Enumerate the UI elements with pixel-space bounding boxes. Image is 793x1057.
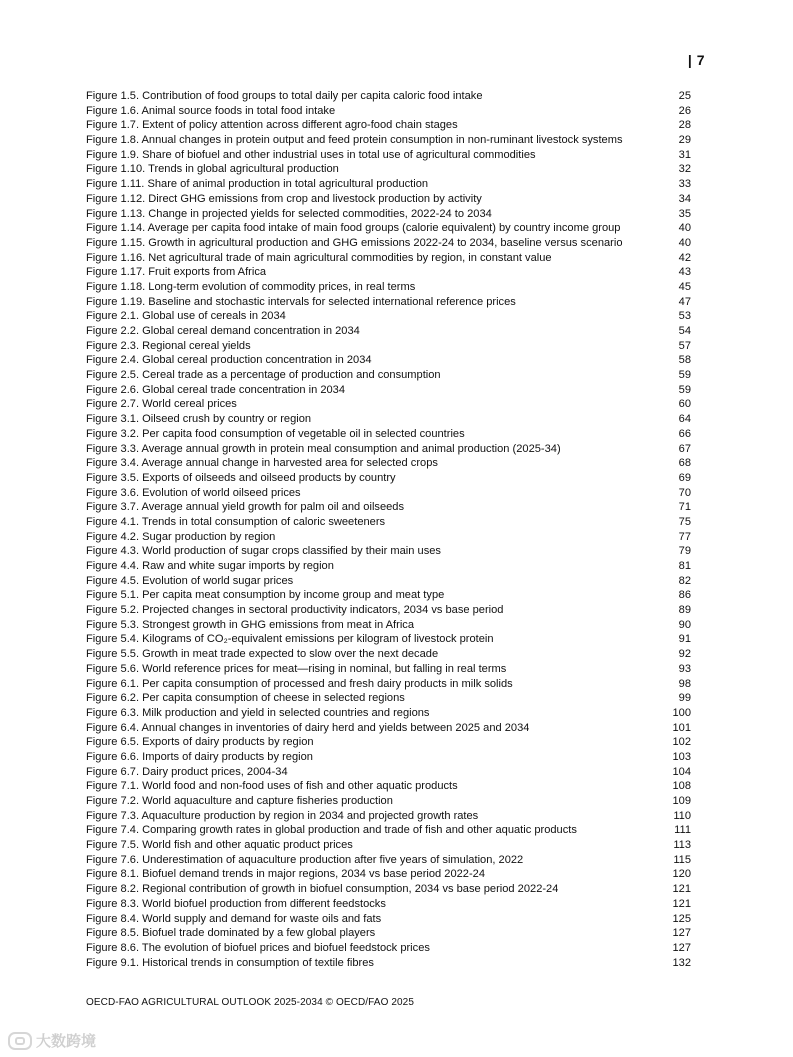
toc-entry-title: Figure 3.6. Evolution of world oilseed prices	[86, 486, 301, 499]
toc-entry[interactable]	[86, 192, 691, 207]
toc-entry-page: 89	[678, 604, 691, 617]
toc-entry-page: 43	[678, 266, 691, 279]
toc-entry[interactable]	[86, 632, 691, 647]
toc-entry-page: 40	[678, 236, 691, 249]
toc-entry-page: 127	[672, 941, 691, 954]
toc-entry-page: 100	[672, 706, 691, 719]
toc-entry[interactable]	[86, 133, 691, 148]
toc-entry-page: 64	[678, 413, 691, 426]
toc-entry-page: 90	[678, 618, 691, 631]
toc-entry-page: 121	[672, 883, 691, 896]
watermark	[8, 1030, 96, 1051]
toc-entry[interactable]	[86, 544, 691, 559]
toc-entry-title: Figure 7.5. World fish and other aquatic product prices	[86, 839, 353, 852]
toc-entry-title: Figure 3.7. Average annual yield growth for palm oil and oilseeds	[86, 501, 405, 514]
toc-entry-title: Figure 2.5. Cereal trade as a percentage of production and consumption	[86, 369, 441, 382]
toc-entry[interactable]	[86, 353, 691, 368]
toc-entry[interactable]	[86, 280, 691, 295]
toc-entry-title: Figure 4.4. Raw and white sugar imports by region	[86, 560, 334, 572]
toc-entry-title: Figure 1.6. Animal source foods in total food intake	[86, 104, 336, 117]
list-of-figures	[86, 89, 691, 970]
toc-entry-page: 92	[678, 648, 691, 661]
toc-entry[interactable]	[86, 324, 691, 339]
toc-entry[interactable]	[86, 207, 691, 222]
toc-entry-page: 40	[678, 222, 691, 235]
toc-entry-title: Figure 2.6. Global cereal trade concentration in 2034	[86, 383, 346, 396]
page-number: | 7	[687, 52, 705, 68]
toc-entry-page: 58	[678, 354, 691, 367]
toc-entry-title: Figure 4.1. Trends in total consumption of caloric sweeteners	[86, 515, 386, 528]
toc-entry-title: Figure 3.3. Average annual growth in protein meal consumption and animal production (2025-34)	[86, 442, 561, 455]
toc-entry[interactable]	[86, 442, 691, 457]
toc-entry-page: 47	[678, 295, 691, 308]
toc-entry[interactable]	[86, 221, 691, 236]
toc-entry[interactable]	[86, 853, 691, 868]
toc-entry[interactable]	[86, 456, 691, 471]
watermark-text: 大数跨境	[36, 1033, 97, 1050]
toc-entry-title: Figure 2.4. Global cereal production concentration in 2034	[86, 354, 372, 367]
toc-entry-title: Figure 6.1. Per capita consumption of processed and fresh dairy products in milk solids	[86, 677, 513, 690]
toc-entry[interactable]	[86, 177, 691, 192]
toc-entry[interactable]	[86, 574, 691, 589]
toc-entry-page: 68	[678, 457, 691, 470]
toc-entry-title: Figure 2.7. World cereal prices	[86, 398, 237, 411]
toc-entry-title: Figure 5.4. Kilograms of CO₂-equivalent emissions per kilogram of livestock protein	[86, 633, 494, 646]
toc-entry[interactable]	[86, 912, 691, 927]
toc-entry-page: 59	[678, 369, 691, 382]
toc-entry[interactable]	[86, 956, 691, 971]
toc-entry-title: Figure 4.2. Sugar production by region	[86, 530, 276, 543]
toc-entry[interactable]	[86, 295, 691, 310]
toc-entry-title: Figure 2.3. Regional cereal yields	[86, 339, 251, 352]
toc-entry-title: Figure 7.6. Underestimation of aquaculture production after five years of simulation, 2022	[86, 853, 524, 866]
toc-entry-page: 121	[672, 897, 691, 910]
toc-entry-page: 127	[672, 927, 691, 940]
toc-entry[interactable]	[86, 530, 691, 545]
toc-entry-page: 28	[678, 119, 691, 132]
toc-entry[interactable]	[86, 515, 691, 530]
toc-entry-title: Figure 5.6. World reference prices for meat—rising in nominal, but falling in real terms	[86, 662, 507, 675]
toc-entry-page: 26	[678, 104, 691, 117]
toc-entry-page: 53	[678, 310, 691, 323]
toc-entry[interactable]	[86, 838, 691, 853]
toc-entry-title: Figure 1.9. Share of biofuel and other industrial uses in total use of agricultural commodities	[86, 148, 536, 161]
toc-entry-page: 91	[678, 633, 691, 646]
toc-entry-title: Figure 1.12. Direct GHG emissions from crop and livestock production by activity	[86, 192, 482, 205]
toc-entry-title: Figure 8.3. World biofuel production from different feedstocks	[86, 897, 386, 910]
toc-entry[interactable]	[86, 309, 691, 324]
toc-entry[interactable]	[86, 397, 691, 412]
toc-entry[interactable]	[86, 647, 691, 662]
toc-entry[interactable]	[86, 162, 691, 177]
toc-entry-page: 25	[678, 90, 691, 102]
toc-entry[interactable]	[86, 471, 691, 486]
toc-entry-title: Figure 6.3. Milk production and yield in selected countries and regions	[86, 706, 430, 719]
toc-entry[interactable]	[86, 794, 691, 809]
toc-entry[interactable]	[86, 662, 691, 677]
toc-entry-title: Figure 5.1. Per capita meat consumption by income group and meat type	[86, 589, 445, 602]
toc-entry[interactable]	[86, 339, 691, 354]
toc-entry[interactable]	[86, 412, 691, 427]
toc-entry-page: 120	[672, 868, 691, 881]
toc-entry-title: Figure 8.6. The evolution of biofuel prices and biofuel feedstock prices	[86, 941, 430, 954]
toc-entry-page: 33	[678, 178, 691, 191]
toc-entry-page: 101	[672, 721, 691, 734]
toc-entry[interactable]	[86, 765, 691, 780]
toc-entry-title: Figure 7.2. World aquaculture and capture fisheries production	[86, 795, 393, 807]
toc-entry[interactable]	[86, 603, 691, 618]
toc-entry-title: Figure 3.2. Per capita food consumption of vegetable oil in selected countries	[86, 427, 465, 440]
toc-entry[interactable]	[86, 706, 691, 721]
toc-entry-page: 71	[678, 501, 691, 514]
toc-entry-title: Figure 2.1. Global use of cereals in 2034	[86, 310, 286, 323]
toc-entry[interactable]	[86, 809, 691, 824]
toc-entry-title: Figure 1.19. Baseline and stochastic intervals for selected international reference prices	[86, 295, 516, 308]
toc-entry-title: Figure 1.11. Share of animal production in total agricultural production	[86, 178, 429, 191]
toc-entry[interactable]	[86, 779, 691, 794]
toc-entry[interactable]	[86, 750, 691, 765]
toc-entry[interactable]	[86, 618, 691, 633]
toc-entry-title: Figure 8.1. Biofuel demand trends in major regions, 2034 vs base period 2022-24	[86, 868, 486, 881]
toc-entry-title: Figure 8.5. Biofuel trade dominated by a few global players	[86, 927, 376, 940]
toc-entry-title: Figure 6.4. Annual changes in inventories of dairy herd and yields between 2025 and 2034	[86, 721, 530, 734]
toc-entry-page: 70	[678, 486, 691, 499]
toc-entry-title: Figure 7.3. Aquaculture production by region in 2034 and projected growth rates	[86, 809, 479, 822]
toc-entry-title: Figure 8.2. Regional contribution of growth in biofuel consumption, 2034 vs base period 2022-24	[86, 883, 559, 896]
toc-entry-title: Figure 1.17. Fruit exports from Africa	[86, 266, 267, 279]
toc-entry-page: 132	[672, 956, 691, 969]
toc-entry-title: Figure 5.5. Growth in meat trade expected to slow over the next decade	[86, 648, 439, 661]
toc-entry[interactable]	[86, 823, 691, 838]
toc-entry[interactable]	[86, 265, 691, 280]
toc-entry-page: 115	[673, 853, 691, 866]
toc-entry-page: 67	[678, 442, 691, 455]
toc-entry[interactable]	[86, 486, 691, 501]
toc-entry[interactable]	[86, 148, 691, 163]
toc-entry-page: 111	[674, 824, 691, 837]
toc-entry[interactable]	[86, 735, 691, 750]
toc-entry-title: Figure 2.2. Global cereal demand concentration in 2034	[86, 325, 360, 337]
toc-entry-page: 102	[672, 736, 691, 749]
toc-entry-title: Figure 6.7. Dairy product prices, 2004-34	[86, 765, 288, 778]
toc-entry-page: 54	[678, 325, 691, 337]
toc-entry-page: 108	[672, 780, 691, 793]
toc-entry[interactable]	[86, 559, 691, 574]
toc-entry-title: Figure 4.5. Evolution of world sugar prices	[86, 574, 294, 587]
toc-entry-title: Figure 6.6. Imports of dairy products by region	[86, 750, 313, 763]
footer-copyright: OECD-FAO AGRICULTURAL OUTLOOK 2025-2034 © OECD/FAO 2025	[86, 997, 414, 1008]
toc-entry[interactable]	[86, 368, 691, 383]
watermark-logo-icon	[8, 1032, 32, 1050]
toc-entry-title: Figure 9.1. Historical trends in consumption of textile fibres	[86, 956, 374, 969]
toc-entry-page: 57	[678, 339, 691, 352]
toc-entry[interactable]	[86, 941, 691, 956]
toc-entry-title: Figure 6.5. Exports of dairy products by region	[86, 736, 314, 749]
toc-entry[interactable]	[86, 588, 691, 603]
toc-entry[interactable]	[86, 897, 691, 912]
toc-entry-title: Figure 3.5. Exports of oilseeds and oilseed products by country	[86, 471, 396, 484]
toc-entry-page: 69	[678, 471, 691, 484]
toc-entry[interactable]	[86, 721, 691, 736]
toc-entry-title: Figure 1.15. Growth in agricultural production and GHG emissions 2022-24 to 2034, baseline versus scenario	[86, 236, 623, 249]
toc-entry-title: Figure 7.4. Comparing growth rates in global production and trade of fish and other aquatic products	[86, 824, 577, 837]
toc-entry-title: Figure 1.13. Change in projected yields for selected commodities, 2022-24 to 2034	[86, 207, 492, 220]
toc-entry[interactable]	[86, 500, 691, 515]
toc-entry-title: Figure 1.16. Net agricultural trade of main agricultural commodities by region, in constant value	[86, 251, 552, 264]
toc-entry-page: 45	[678, 280, 691, 293]
toc-entry[interactable]	[86, 427, 691, 442]
toc-entry-page: 42	[678, 251, 691, 264]
toc-entry-page: 35	[678, 207, 691, 220]
toc-entry-page: 31	[678, 148, 691, 161]
toc-entry-title: Figure 4.3. World production of sugar crops classified by their main uses	[86, 545, 441, 558]
toc-entry-page: 81	[678, 560, 691, 572]
toc-entry[interactable]	[86, 251, 691, 266]
toc-entry-title: Figure 5.2. Projected changes in sectoral productivity indicators, 2034 vs base period	[86, 604, 504, 617]
toc-entry-page: 34	[678, 192, 691, 205]
toc-entry-page: 66	[678, 427, 691, 440]
toc-entry[interactable]	[86, 691, 691, 706]
toc-entry-page: 60	[678, 398, 691, 411]
toc-entry-page: 77	[678, 530, 691, 543]
toc-entry-page: 125	[672, 912, 691, 925]
toc-entry[interactable]	[86, 383, 691, 398]
toc-entry-page: 75	[678, 515, 691, 528]
toc-entry-page: 93	[678, 662, 691, 675]
toc-entry-title: Figure 1.10. Trends in global agricultural production	[86, 163, 339, 176]
toc-entry[interactable]	[86, 882, 691, 897]
toc-entry-title: Figure 1.5. Contribution of food groups to total daily per capita caloric food intake	[86, 90, 483, 102]
toc-entry-title: Figure 1.18. Long-term evolution of commodity prices, in real terms	[86, 280, 416, 293]
toc-entry-title: Figure 1.14. Average per capita food intake of main food groups (calorie equivalent) by country income group	[86, 222, 621, 235]
toc-entry[interactable]	[86, 677, 691, 692]
toc-entry-title: Figure 5.3. Strongest growth in GHG emissions from meat in Africa	[86, 618, 415, 631]
toc-entry-title: Figure 7.1. World food and non-food uses of fish and other aquatic products	[86, 780, 458, 793]
toc-entry-title: Figure 3.4. Average annual change in harvested area for selected crops	[86, 457, 438, 470]
toc-entry[interactable]	[86, 118, 691, 133]
toc-entry-page: 32	[678, 163, 691, 176]
toc-entry-title: Figure 1.8. Annual changes in protein output and feed protein consumption in non-ruminant livestock systems	[86, 134, 623, 147]
toc-entry-page: 82	[678, 574, 691, 587]
toc-entry[interactable]	[86, 104, 691, 119]
toc-entry-page: 110	[673, 809, 691, 822]
toc-entry[interactable]	[86, 926, 691, 941]
toc-entry-page: 104	[672, 765, 691, 778]
toc-entry-page: 79	[678, 545, 691, 558]
toc-entry-title: Figure 3.1. Oilseed crush by country or region	[86, 413, 312, 426]
toc-entry-page: 98	[678, 677, 691, 690]
toc-entry-page: 113	[673, 839, 691, 852]
toc-entry-title: Figure 1.7. Extent of policy attention across different agro-food chain stages	[86, 119, 458, 132]
toc-entry-page: 59	[678, 383, 691, 396]
toc-entry-page: 29	[678, 134, 691, 147]
toc-entry-page: 99	[678, 692, 691, 705]
toc-entry-page: 109	[672, 795, 691, 807]
toc-entry-title: Figure 6.2. Per capita consumption of cheese in selected regions	[86, 692, 405, 705]
toc-entry-title: Figure 8.4. World supply and demand for waste oils and fats	[86, 912, 382, 925]
toc-entry[interactable]	[86, 236, 691, 251]
toc-entry[interactable]	[86, 867, 691, 882]
toc-entry[interactable]	[86, 89, 691, 104]
toc-entry-page: 103	[672, 750, 691, 763]
toc-entry-page: 86	[678, 589, 691, 602]
